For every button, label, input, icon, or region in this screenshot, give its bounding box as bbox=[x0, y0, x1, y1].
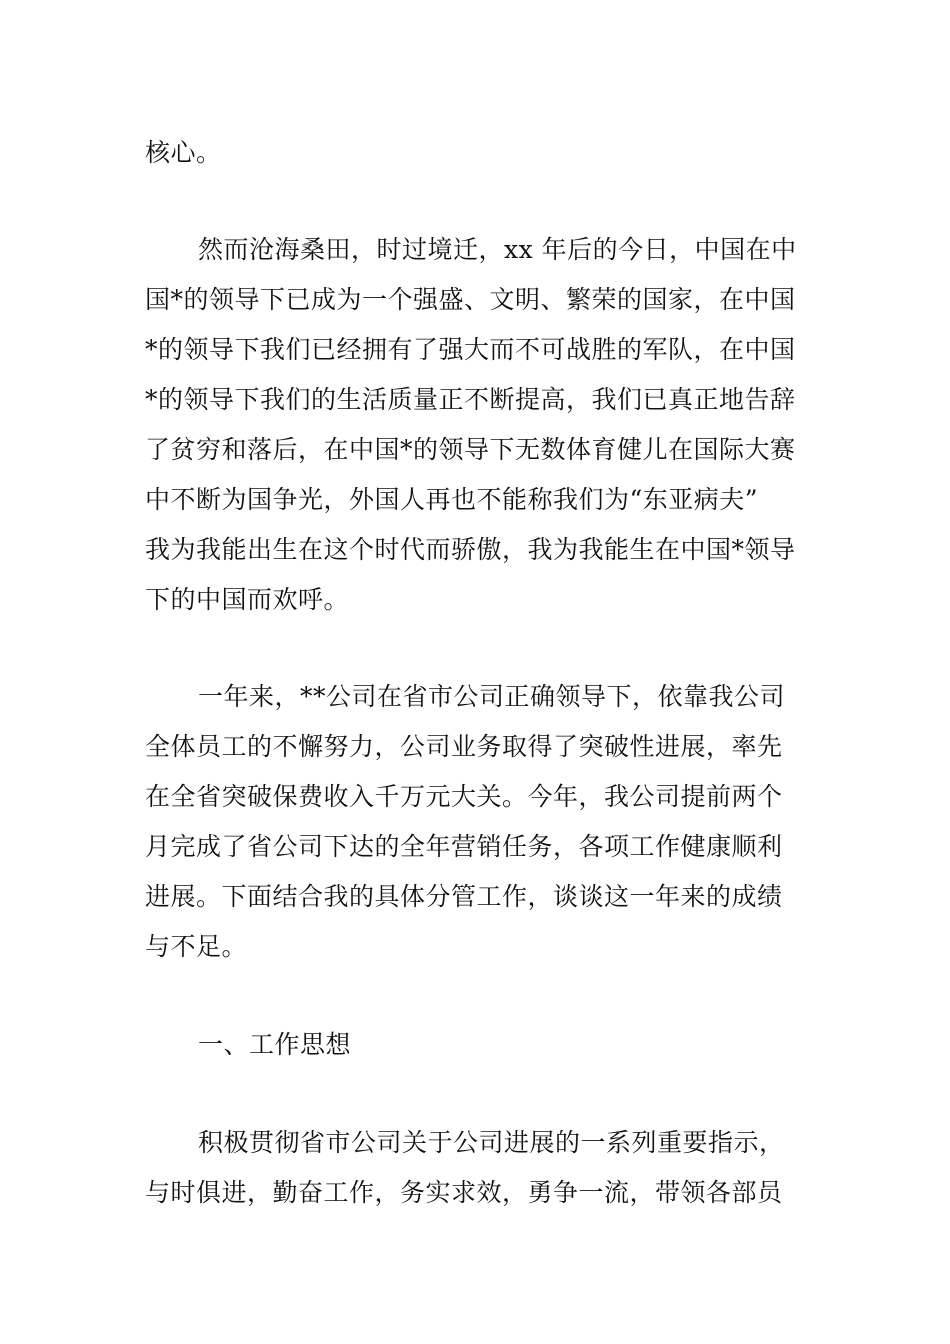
section-heading-work-thought: 一、工作思想 bbox=[198, 1030, 352, 1059]
paragraph-2-line-6: 中不断为国争光，外国人再也不能称我们为“东亚病夫” bbox=[145, 485, 759, 514]
paragraph-2-line-8: 下的中国而欢呼。 bbox=[145, 585, 350, 614]
paragraph-1-line-1: 核心。 bbox=[145, 138, 222, 167]
paragraph-2-line-5: 了贫穷和落后，在中国*的领导下无数体育健儿在国际大赛 bbox=[145, 435, 796, 464]
paragraph-3-line-4: 月完成了省公司下达的全年营销任务，各项工作健康顺利 bbox=[145, 832, 783, 861]
paragraph-3-line-3: 在全省突破保费收入千万元大关。今年，我公司提前两个 bbox=[145, 782, 783, 811]
paragraph-2-line-7: 我为我能出生在这个时代而骄傲，我为我能生在中国*领导 bbox=[145, 535, 796, 564]
paragraph-2-line-2: 国*的领导下已成为一个强盛、文明、繁荣的国家，在中国 bbox=[145, 285, 796, 314]
paragraph-4-line-1: 积极贯彻省市公司关于公司进展的一系列重要指示， bbox=[198, 1128, 785, 1157]
paragraph-2-line-4: *的领导下我们的生活质量正不断提高，我们已真正地告辞 bbox=[145, 385, 796, 414]
paragraph-3-line-6: 与不足。 bbox=[145, 932, 248, 961]
paragraph-2-line-3: *的领导下我们已经拥有了强大而不可战胜的军队，在中国 bbox=[145, 335, 796, 364]
paragraph-4-line-2: 与时俱进，勤奋工作，务实求效，勇争一流，带领各部员 bbox=[145, 1178, 783, 1207]
paragraph-3-line-1: 一年来，**公司在省市公司正确领导下，依靠我公司 bbox=[198, 682, 786, 711]
paragraph-2-line-1: 然而沧海桑田，时过境迁，xx 年后的今日，中国在中 bbox=[198, 235, 797, 264]
paragraph-3-line-2: 全体员工的不懈努力，公司业务取得了突破性进展，率先 bbox=[145, 732, 783, 761]
paragraph-3-line-5: 进展。下面结合我的具体分管工作，谈谈这一年来的成绩 bbox=[145, 882, 783, 911]
